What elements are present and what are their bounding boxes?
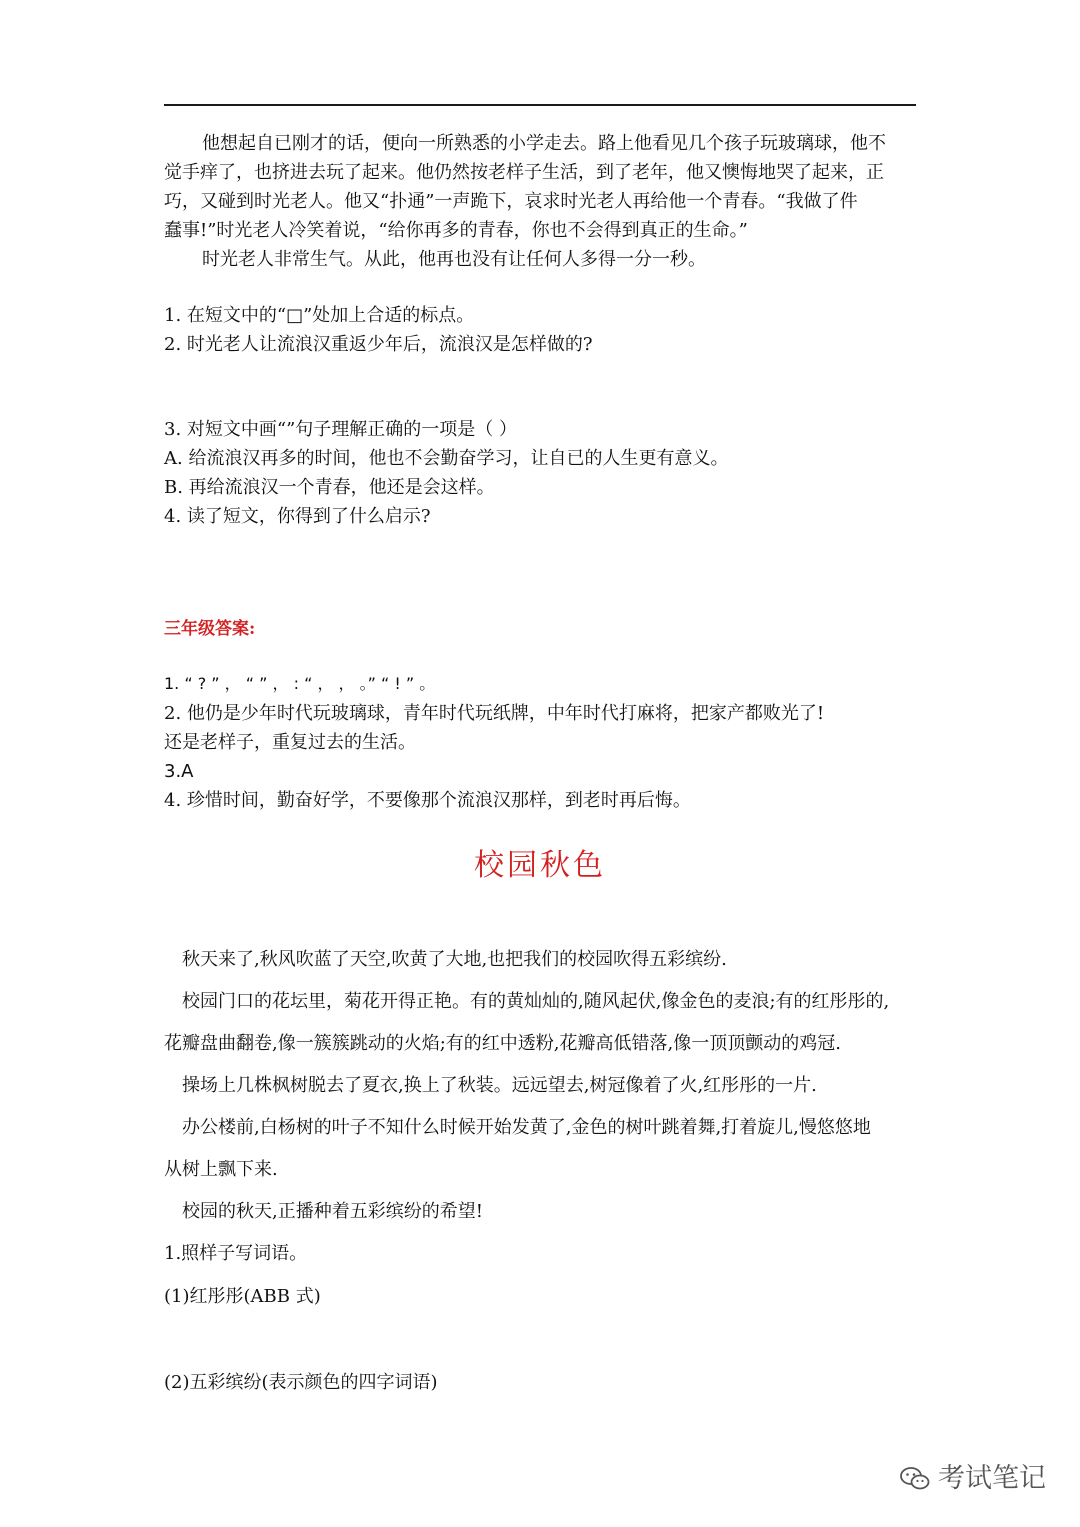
option-b: B. 再给流浪汉一个青春，他还是会这样。 (164, 477, 495, 498)
question-1: 1. 在短文中的“□”处加上合适的标点。 (164, 305, 475, 326)
watermark (900, 1462, 1046, 1496)
header-rule (164, 104, 916, 106)
story-line-4: 蠢事!”时光老人冷笑着说，“给你再多的青春，你也不会得到真正的生命。” (164, 220, 748, 241)
essay-paragraph-5: 校园的秋天,正播种着五彩缤纷的希望! (182, 1201, 483, 1222)
answer-3: 3.A (164, 761, 194, 782)
answer-2-line-1: 2. 他仍是少年时代玩玻璃球，青年时代玩纸牌，中年时代打麻将，把家产都败光了! (164, 703, 825, 724)
essay-paragraph-1: 秋天来了,秋风吹蓝了天空,吹黄了大地,也把我们的校园吹得五彩缤纷. (182, 949, 727, 970)
story-line-2: 觉手痒了，也挤进去玩了起来。他仍然按老样子生活，到了老年，他又懊悔地哭了起来，正 (164, 162, 884, 183)
answer-2-line-2: 还是老样子，重复过去的生活。 (164, 732, 416, 753)
answer-4: 4. 珍惜时间，勤奋好学，不要像那个流浪汉那样，到老时再后悔。 (164, 790, 691, 811)
exercise-sub-2: (2)五彩缤纷(表示颜色的四字词语) (164, 1372, 438, 1393)
answers-heading: 三年级答案: (164, 619, 256, 639)
watermark-text: 考试笔记 (938, 1463, 1046, 1494)
story-line-5: 时光老人非常生气。从此，他再也没有让任何人多得一分一秒。 (202, 249, 706, 270)
question-4: 4. 读了短文，你得到了什么启示? (164, 506, 431, 527)
essay-title: 校园秋色 (474, 848, 606, 883)
essay-paragraph-2-line-2: 花瓣盘曲翻卷,像一簇簇跳动的火焰;有的红中透粉,花瓣高低错落,像一顶顶颤动的鸡冠. (164, 1033, 841, 1054)
exercise-sub-1: (1)红彤彤(ABB 式) (164, 1286, 321, 1307)
story-line-1: 他想起自已刚才的话，便向一所熟悉的小学走去。路上他看见几个孩子玩玻璃球，他不 (202, 133, 886, 154)
exercise-question-1: 1.照样子写词语。 (164, 1243, 308, 1264)
essay-paragraph-4-line-2: 从树上飘下来. (164, 1159, 278, 1180)
essay-paragraph-4-line-1: 办公楼前,白杨树的叶子不知什么时候开始发黄了,金色的树叶跳着舞,打着旋儿,慢悠悠地 (182, 1117, 871, 1138)
question-2: 2. 时光老人让流浪汉重返少年后，流浪汉是怎样做的? (164, 334, 593, 355)
essay-paragraph-2-line-1: 校园门口的花坛里，菊花开得正艳。有的黄灿灿的,随风起伏,像金色的麦浪;有的红彤彤的, (182, 991, 890, 1012)
essay-paragraph-3: 操场上几株枫树脱去了夏衣,换上了秋装。远远望去,树冠像着了火,红彤彤的一片. (182, 1075, 817, 1096)
option-a: A. 给流浪汉再多的时间，他也不会勤奋学习，让自已的人生更有意义。 (164, 448, 729, 469)
answer-1: 1. “ ? ” ， “ ” ， : “ ， ， 。” “ ! ” 。 (164, 674, 436, 693)
question-3: 3. 对短文中画“”句子理解正确的一项是（ ） (164, 419, 518, 440)
story-line-3: 巧，又碰到时光老人。他又“扑通”一声跪下，哀求时光老人再给他一个青春。“我做了件 (164, 191, 858, 212)
wechat-icon (900, 1466, 930, 1492)
